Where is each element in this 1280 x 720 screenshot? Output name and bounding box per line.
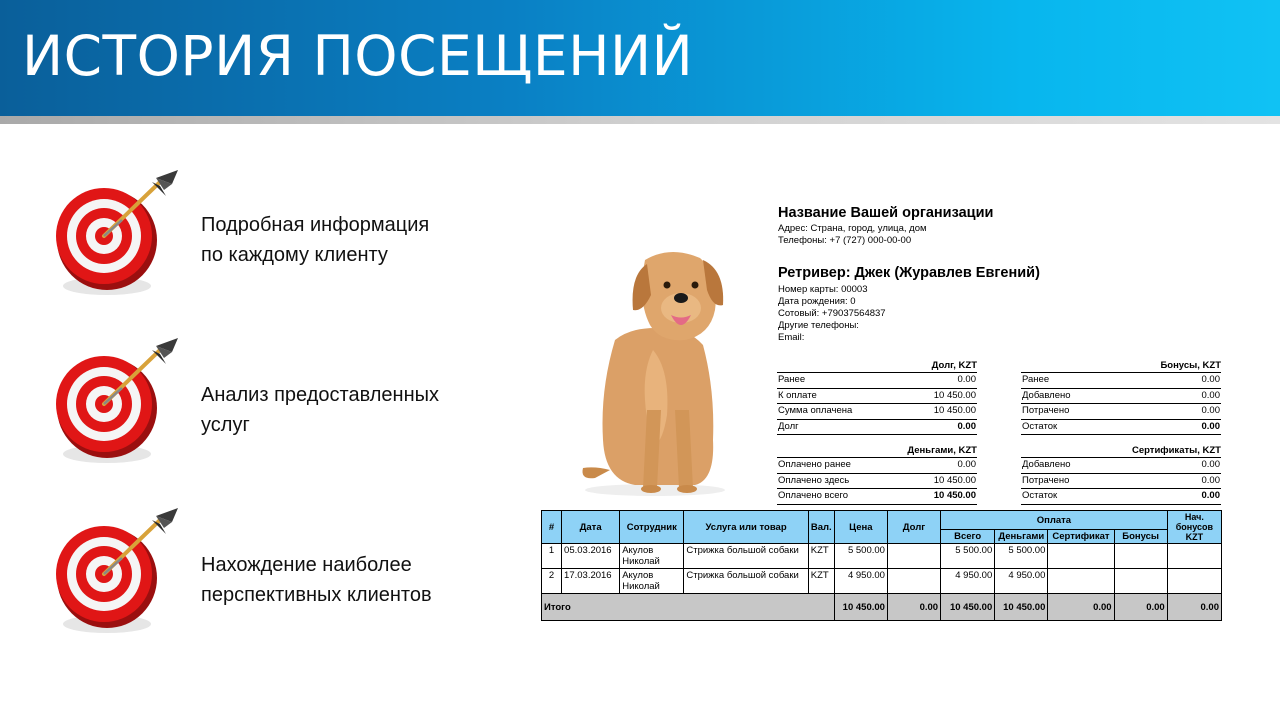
cell-certificate [1048, 569, 1114, 594]
bullet-item [52, 168, 532, 308]
header-date: Дата [562, 511, 620, 544]
cell-debt [887, 544, 940, 569]
summary-row: Сумма оплачена 10 450.00 [777, 404, 977, 420]
certificates-summary-title: Сертификаты, KZT [1021, 444, 1221, 458]
cell-date: 17.03.2016 [562, 569, 620, 594]
target-dart-icon [52, 336, 187, 471]
email: Email: [778, 332, 805, 343]
summary-row: Оплачено ранее 0.00 [777, 458, 977, 474]
money-summary-title: Деньгами, KZT [777, 444, 977, 458]
summary-row: Долг 0.00 [777, 420, 977, 436]
cell-currency: KZT [808, 569, 834, 594]
client-details [778, 284, 886, 344]
dog-photo [575, 240, 735, 500]
total-accrued: 0.00 [1167, 594, 1221, 621]
cell-num: 1 [542, 544, 562, 569]
cell-employee: Акулов Николай [620, 569, 684, 594]
total-money: 10 450.00 [995, 594, 1048, 621]
target-dart-icon [52, 506, 187, 641]
cell-bonuses [1114, 544, 1167, 569]
total-bonuses: 0.00 [1114, 594, 1167, 621]
summary-row: Оплачено всего 10 450.00 [777, 489, 977, 505]
totals-label: Итого [542, 594, 835, 621]
totals-row [542, 594, 1222, 621]
summary-row: Оплачено здесь 10 450.00 [777, 474, 977, 490]
card-number: Номер карты: 00003 [778, 284, 868, 295]
certificates-summary [1021, 444, 1221, 505]
header-payment-total: Всего [941, 530, 995, 544]
money-summary [777, 444, 977, 505]
cell-certificate [1048, 544, 1114, 569]
target-dart-icon [52, 168, 187, 303]
other-phones: Другие телефоны: [778, 320, 859, 331]
visits-table [541, 510, 1222, 621]
debt-summary [777, 359, 977, 435]
total-total: 10 450.00 [941, 594, 995, 621]
cell-total: 4 950.00 [941, 569, 995, 594]
cell-accrued [1167, 569, 1221, 594]
bonuses-summary-title: Бонусы, KZT [1021, 359, 1221, 373]
organization-details [778, 223, 927, 247]
client-title: Ретривер: Джек (Журавлев Евгений) [778, 265, 1040, 281]
header-payment-bonuses: Бонусы [1114, 530, 1167, 544]
table-row [542, 544, 1222, 569]
cell-num: 2 [542, 569, 562, 594]
cell-date: 05.03.2016 [562, 544, 620, 569]
bullet-text: Подробная информация по каждому клиенту [201, 214, 430, 266]
header-employee: Сотрудник [620, 511, 684, 544]
header-payment-certificate: Сертификат [1048, 530, 1114, 544]
cell-price: 4 950.00 [834, 569, 887, 594]
header-accrued-bonuses: Нач. бонусов KZT [1167, 511, 1221, 544]
cell-currency: KZT [808, 544, 834, 569]
total-certificate: 0.00 [1048, 594, 1114, 621]
bonuses-summary [1021, 359, 1221, 435]
header-price: Цена [834, 511, 887, 544]
summary-row: К оплате 10 450.00 [777, 389, 977, 405]
summary-row: Потрачено 0.00 [1021, 474, 1221, 490]
debt-summary-title: Долг, KZT [777, 359, 977, 373]
header-payment-money: Деньгами [995, 530, 1048, 544]
header-currency: Вал. [808, 511, 834, 544]
summary-row: Добавлено 0.00 [1021, 389, 1221, 405]
cell-price: 5 500.00 [834, 544, 887, 569]
cell-money: 4 950.00 [995, 569, 1048, 594]
cell-debt [887, 569, 940, 594]
cell-service: Стрижка большой собаки [684, 569, 808, 594]
bullet-text: Нахождение наиболее перспективных клиентов [201, 554, 432, 606]
organization-phones: Телефоны: +7 (727) 000-00-00 [778, 235, 912, 246]
cell-bonuses [1114, 569, 1167, 594]
header-debt: Долг [887, 511, 940, 544]
slide-title: ИСТОРИЯ ПОСЕЩЕНИЙ [22, 24, 694, 88]
cell-service: Стрижка большой собаки [684, 544, 808, 569]
cell-total: 5 500.00 [941, 544, 995, 569]
summary-row: Потрачено 0.00 [1021, 404, 1221, 420]
summary-row: Остаток 0.00 [1021, 420, 1221, 436]
table-row [542, 569, 1222, 594]
cell-accrued [1167, 544, 1221, 569]
summary-row: Остаток 0.00 [1021, 489, 1221, 505]
organization-name: Название Вашей организации [778, 205, 994, 221]
header-divider [0, 116, 1280, 124]
cell-employee: Акулов Николай [620, 544, 684, 569]
bullet-item [52, 336, 532, 476]
organization-address: Адрес: Страна, город, улица, дом [778, 223, 927, 234]
total-price: 10 450.00 [834, 594, 887, 621]
summary-row: Добавлено 0.00 [1021, 458, 1221, 474]
summary-row: Ранее 0.00 [777, 373, 977, 389]
header-payment: Оплата [941, 511, 1168, 530]
header-num: # [542, 511, 562, 544]
header-service: Услуга или товар [684, 511, 808, 544]
bullet-item [52, 506, 532, 646]
mobile-phone: Сотовый: +79037564837 [778, 308, 886, 319]
total-debt: 0.00 [887, 594, 940, 621]
summary-row: Ранее 0.00 [1021, 373, 1221, 389]
birth-date: Дата рождения: 0 [778, 296, 856, 307]
cell-money: 5 500.00 [995, 544, 1048, 569]
bullet-text: Анализ предоставленных услуг [201, 384, 439, 436]
